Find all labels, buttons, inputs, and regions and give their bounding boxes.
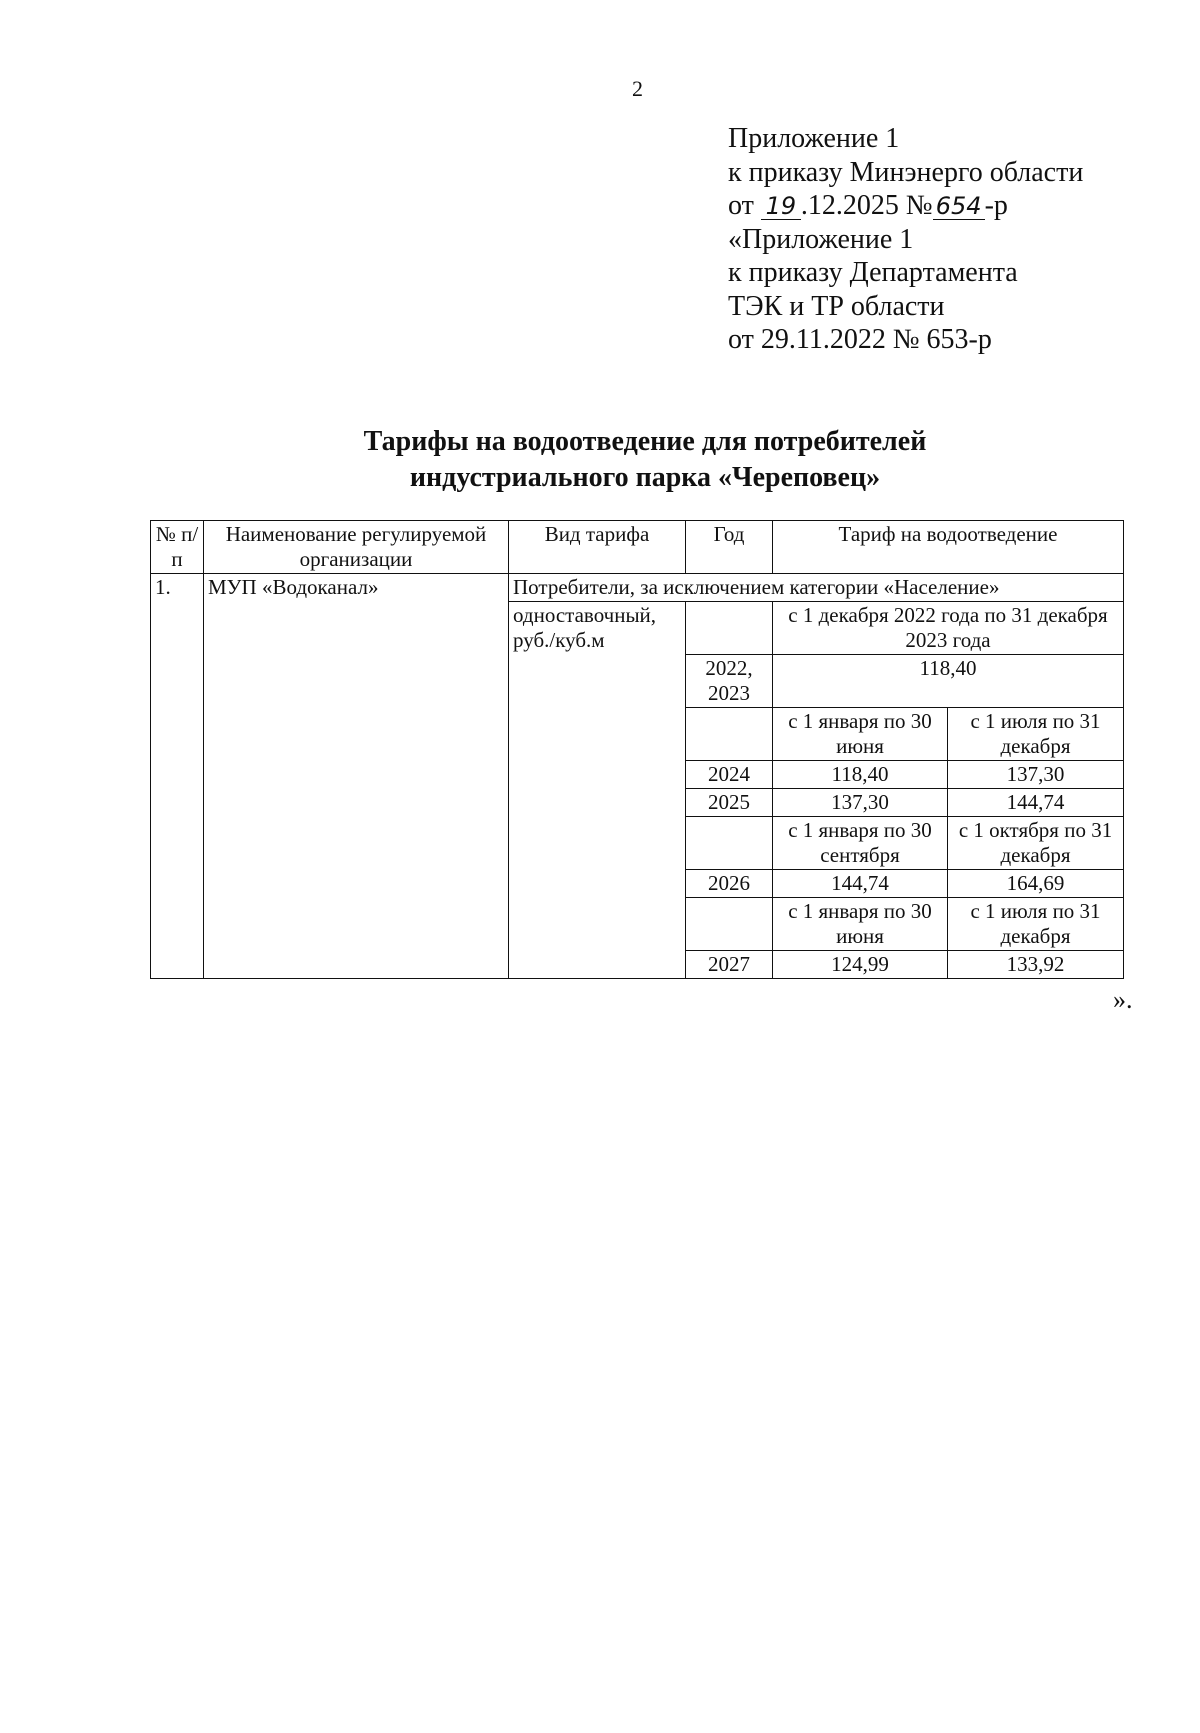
cell-empty (686, 602, 773, 655)
cell-period-2022-2023: с 1 декабря 2022 года по 31 декабря 2023 года (773, 602, 1124, 655)
table-row (151, 574, 1124, 602)
cell-empty (686, 898, 773, 951)
cell-period-second-half: с 1 июля по 31 декабря (948, 708, 1124, 761)
appendix-line-5: к приказу Департамента (728, 257, 1018, 288)
appendix-line-2: к приказу Минэнерго области (728, 156, 1084, 188)
table-header-row (151, 521, 1124, 574)
appendix-line-4: «Приложение 1 (728, 223, 914, 255)
cell-value-2024-second: 137,30 (948, 761, 1124, 789)
tariff-table (150, 520, 1124, 979)
cell-period-2026-second: с 1 октября по 31 декабря (948, 817, 1124, 870)
document-title (0, 424, 1200, 496)
cell-year-2024: 2024 (686, 761, 773, 789)
cell-value-2027-second: 133,92 (948, 951, 1124, 979)
header-num: № п/п (151, 521, 204, 574)
appendix-line-3-middle: .12.2025 № (800, 190, 933, 221)
cell-value-2025-second: 144,74 (948, 789, 1124, 817)
cell-value-2025-first: 137,30 (773, 789, 948, 817)
cell-value-2026-second: 164,69 (948, 870, 1124, 898)
appendix-line-3-prefix: от (728, 190, 761, 221)
cell-value-2026-first: 144,74 (773, 870, 948, 898)
closing-quote: ». (1113, 985, 1133, 1014)
page-number: 2 (632, 76, 643, 101)
cell-tariff-kind: одноставочный, руб./куб.м (509, 602, 686, 979)
header-tariff: Тариф на водоотведение (773, 521, 1124, 574)
appendix-line-3-suffix: -р (984, 190, 1008, 221)
appendix-line-3 (728, 189, 1083, 223)
handwritten-day: 19 (761, 193, 801, 220)
cell-value-2027-first: 124,99 (773, 951, 948, 979)
cell-period-2027-first: с 1 января по 30 июня (773, 898, 948, 951)
header-tariff-kind: Вид тарифа (509, 521, 686, 574)
cell-period-first-half: с 1 января по 30 июня (773, 708, 948, 761)
cell-value-2024-first: 118,40 (773, 761, 948, 789)
cell-year-2022-2023: 2022, 2023 (686, 655, 773, 708)
cell-row-num: 1. (151, 574, 204, 979)
title-line-1: Тарифы на водоотведение для потребителей (363, 426, 927, 457)
appendix-line-7: от 29.11.2022 № 653-р (728, 324, 992, 355)
appendix-line-6: ТЭК и ТР области (728, 290, 945, 322)
cell-year-2026: 2026 (686, 870, 773, 898)
header-org-name: Наименование регулируемой организации (204, 521, 509, 574)
header-year: Год (686, 521, 773, 574)
cell-period-2026-first: с 1 января по 30 сентября (773, 817, 948, 870)
cell-org-name: МУП «Водоканал» (204, 574, 509, 979)
handwritten-order-number: 654 (933, 193, 985, 220)
cell-consumer-category: Потребители, за исключением категории «Население» (509, 574, 1124, 602)
appendix-line-1: Приложение 1 (728, 123, 900, 154)
cell-value-2022-2023: 118,40 (773, 655, 1124, 708)
cell-period-2027-second: с 1 июля по 31 декабря (948, 898, 1124, 951)
title-line-2: индустриального парка «Череповец» (409, 462, 881, 493)
appendix-header (728, 122, 1083, 357)
cell-year-2027: 2027 (686, 951, 773, 979)
cell-empty (686, 708, 773, 761)
cell-empty (686, 817, 773, 870)
cell-year-2025: 2025 (686, 789, 773, 817)
